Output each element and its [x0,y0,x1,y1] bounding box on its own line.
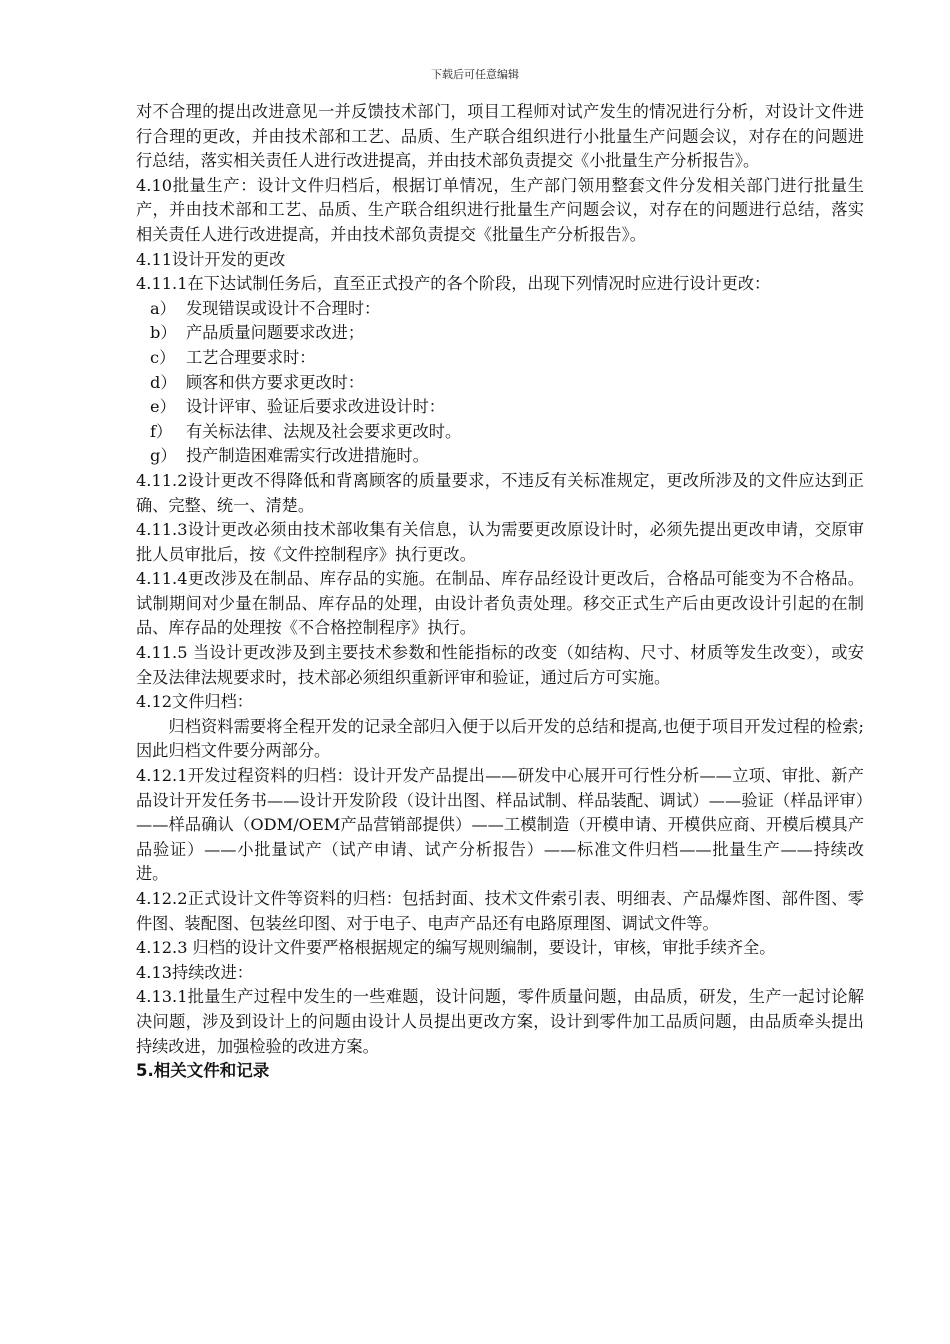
list-marker: c） [150,347,176,367]
paragraph-4-11-2: 4.11.2设计更改不得降低和背离顾客的质量要求，不违反有关标准规定，更改所涉及的文件应达到正确、完整、统一、清楚。 [136,470,864,515]
change-conditions-list [136,297,864,469]
list-item [136,346,864,371]
list-item [136,297,864,322]
list-text: 有关标法律、法规及社会要求更改时。 [186,421,462,441]
list-text: 发现错误或设计不合理时： [186,298,381,318]
list-text: 投产制造困难需实行改进措施时。 [186,446,429,466]
list-marker: g） [150,446,177,466]
list-marker: b） [150,323,177,343]
list-marker: f） [150,421,173,441]
list-text: 产品质量问题要求改进； [186,323,365,343]
list-text: 工艺合理要求时： [186,347,316,367]
list-marker: e） [150,397,176,417]
heading-4-12-archiving: 4.12文件归档： [136,692,253,712]
list-item [136,420,864,445]
paragraph-4-12-intro: 归档资料需要将全程开发的记录全部归入便于以后开发的总结和提高,也便于项目开发过程的检索;因此归档文件要分两部分。 [136,716,864,761]
list-text: 设计评审、验证后要求改进设计时： [186,397,445,417]
paragraph-4-10-mass-production: 4.10批量生产：设计文件归档后，根据订单情况，生产部门领用整套文件分发相关部门进行批量生产，并由技术部和工艺、品质、生产联合组织进行批量生产问题会议，对存在的问题进行总结，落实相关责任人进行改进提高，并由技术部负责提交《批量生产分析报告》。 [136,175,864,244]
list-item [136,371,864,396]
document-body [136,100,864,1084]
paragraph-4-11-3: 4.11.3设计更改必须由技术部收集有关信息，认为需要更改原设计时，必须先提出更改申请，交原审批人员审批后，按《文件控制程序》执行更改。 [136,520,864,564]
section-5-heading: 5.相关文件和记录 [136,1061,270,1081]
heading-4-13-continuous-improvement: 4.13持续改进： [136,962,253,982]
list-text: 顾客和供方要求更改时： [186,372,365,392]
paragraph-4-11-5: 4.11.5 当设计更改涉及到主要技术参数和性能指标的改变（如结构、尺寸、材质等发生改变），或安全及法律法规要求时，技术部必须组织重新评审和验证，通过后方可实施。 [136,643,864,687]
paragraph-4-11-4: 4.11.4更改涉及在制品、库存品的实施。在制品、库存品经设计更改后，合格品可能变为不合格品。试制期间对少量在制品、库存品的处理，由设计者负责处理。移交正式生产后由更改设计引起的在制品、库存品的处理按《不合格控制程序》执行。 [136,569,864,638]
paragraph-4-12-3: 4.12.3 归档的设计文件要严格根据规定的编写规则编制，要设计，审核，审批手续齐全。 [136,938,776,958]
paragraph-4-11-1: 4.11.1在下达试制任务后，直至正式投产的各个阶段，出现下列情况时应进行设计更改： [136,274,771,294]
paragraph-trial-feedback: 对不合理的提出改进意见一并反馈技术部门，项目工程师对试产发生的情况进行分析，对设计文件进行合理的更改，并由技术部和工艺、品质、生产联合组织进行小批量生产问题会议，对存在的问题进行总结，落实相关责任人进行改进提高，并由技术部负责提交《小批量生产分析报告》。 [136,102,864,171]
list-marker: a） [150,298,176,318]
list-item [136,395,864,420]
list-item [136,444,864,469]
page-header-note: 下载后可任意编辑 [431,68,519,81]
paragraph-4-13-1: 4.13.1批量生产过程中发生的一些难题，设计问题，零件质量问题，由品质，研发，生产一起讨论解决问题，涉及到设计上的问题由设计人员提出更改方案，设计到零件加工品质问题，由品质牵头提出持续改进，加强检验的改进方案。 [136,987,864,1056]
list-item [136,321,864,346]
list-marker: d） [150,372,177,392]
heading-4-11-design-change: 4.11设计开发的更改 [136,249,286,269]
paragraph-4-12-1: 4.12.1开发过程资料的归档：设计开发产品提出——研发中心展开可行性分析——立项、审批、新产品设计开发任务书——设计开发阶段（设计出图、样品试制、样品装配、调试）——验证（样品评审）——样品确认（ODM/OEM产品营销部提供）——工模制造（开模申请、开模供应商、开模后模具产品验证）——小批量试产（试产申请、试产分析报告）——标准文件归档——批量生产——持续改进。 [136,766,864,884]
paragraph-4-12-2: 4.12.2正式设计文件等资料的归档：包括封面、技术文件索引表、明细表、产品爆炸图、部件图、零件图、装配图、包装丝印图、对于电子、电声产品还有电路原理图、调试文件等。 [136,889,864,933]
